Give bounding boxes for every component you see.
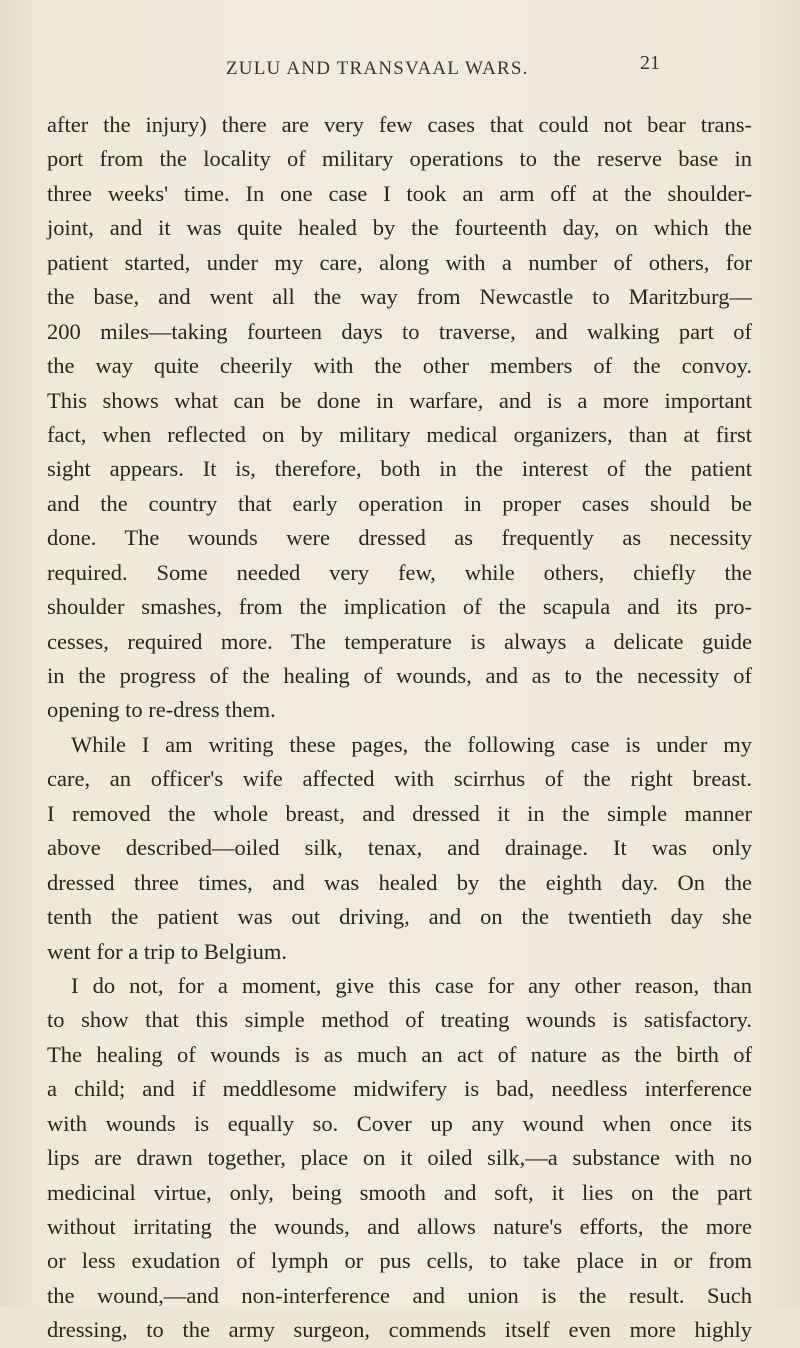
- text-line: in the progress of the healing of wounds, and as to the necessity of: [47, 663, 752, 688]
- text-line: done. The wounds were dressed as frequently as necessity: [47, 525, 752, 551]
- text-line: sight appears. It is, therefore, both in the interest of the patient: [47, 456, 752, 482]
- text-line: 200 miles—taking fourteen days to traverse, and walking part of: [47, 318, 752, 344]
- text-line: opening to re-dress them.: [47, 697, 276, 723]
- running-title: ZULU AND TRANSVAAL WARS.: [226, 58, 529, 79]
- text-line: with wounds is equally so. Cover up any wound when once its: [47, 1110, 752, 1136]
- text-line: went for a trip to Belgium.: [47, 938, 287, 964]
- text-line: the base, and went all the way from Newcastle to Maritzburg—: [47, 284, 752, 310]
- text-line: dressed three times, and was healed by the eighth day. On the: [47, 869, 752, 895]
- text-line: required. Some needed very few, while others, chiefly the: [47, 559, 752, 585]
- text-line: dressing, to the army surgeon, commends itself even more highly: [47, 1317, 752, 1343]
- text-line: This shows what can be done in warfare, and is a more important: [47, 387, 752, 413]
- text-line: to show that this simple method of treating wounds is satisfactory.: [47, 1007, 752, 1033]
- text-line: after the injury) there are very few cases that could not bear trans-: [47, 112, 752, 137]
- text-line: tenth the patient was out driving, and on the twentieth day she: [47, 904, 752, 930]
- text-line: fact, when reflected on by military medical organizers, than at first: [47, 421, 752, 447]
- running-head: [0, 52, 800, 82]
- text-line: I do not, for a moment, give this case for any other reason, than: [71, 972, 752, 998]
- text-line: without irritating the wounds, and allows nature's efforts, the more: [47, 1214, 752, 1239]
- text-line: joint, and it was quite healed by the fourteenth day, on which the: [47, 215, 752, 241]
- text-line: care, an officer's wife affected with scirrhus of the right breast.: [47, 766, 752, 792]
- text-line: While I am writing these pages, the following case is under my: [71, 731, 752, 757]
- text-line: lips are drawn together, place on it oiled silk,—a substance with no: [47, 1145, 752, 1171]
- text-line: a child; and if meddlesome midwifery is bad, needless interference: [47, 1076, 752, 1102]
- text-line: medicinal virtue, only, being smooth and soft, it lies on the part: [47, 1179, 752, 1205]
- text-line: shoulder smashes, from the implication of the scapula and its pro-: [47, 594, 752, 620]
- text-line: the wound,—and non-interference and union is the result. Such: [47, 1282, 752, 1308]
- text-line: the way quite cheerily with the other members of the convoy.: [47, 353, 752, 379]
- text-line: cesses, required more. The temperature is always a delicate guide: [47, 628, 752, 654]
- page-number: 21: [640, 52, 660, 74]
- body-text: [47, 108, 752, 1348]
- text-line: or less exudation of lymph or pus cells, to take place in or from: [47, 1248, 752, 1274]
- text-line: above described—oiled silk, tenax, and drainage. It was only: [47, 835, 752, 861]
- text-line: I removed the whole breast, and dressed it in the simple manner: [47, 800, 752, 826]
- text-line: and the country that early operation in proper cases should be: [47, 490, 752, 516]
- text-line: three weeks' time. In one case I took an arm off at the shoulder-: [47, 180, 752, 206]
- text-line: The healing of wounds is as much an act of nature as the birth of: [47, 1041, 752, 1067]
- text-line: patient started, under my care, along with a number of others, for: [47, 249, 752, 275]
- text-line: port from the locality of military operations to the reserve base in: [47, 146, 752, 172]
